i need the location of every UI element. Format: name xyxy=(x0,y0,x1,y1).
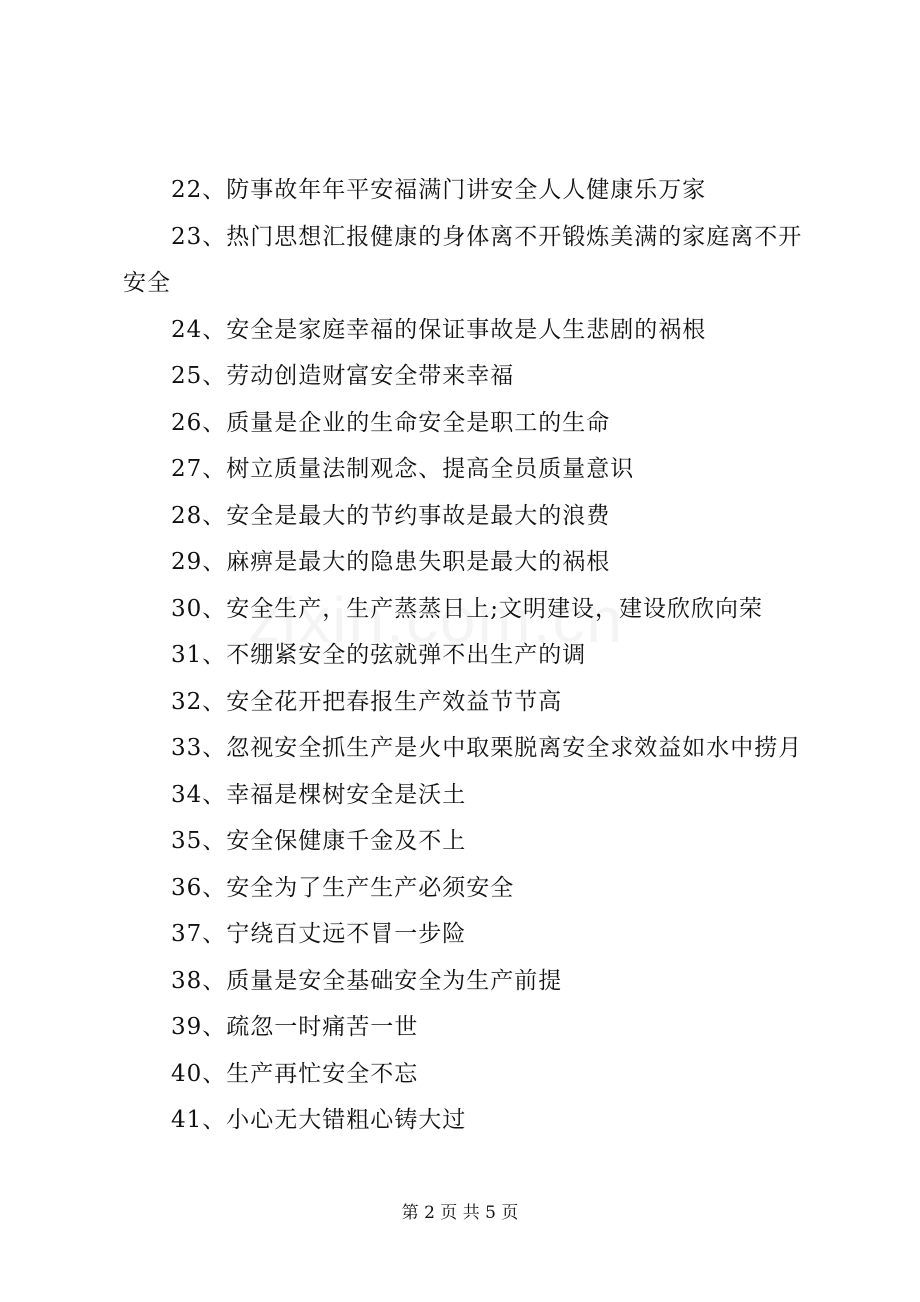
slogan-line: 39、疏忽一时痛苦一世 xyxy=(171,1014,419,1040)
slogan-line: 41、小心无大错粗心铸大过 xyxy=(171,1107,467,1133)
slogan-line: 25、劳动创造财富安全带来幸福 xyxy=(171,363,515,389)
slogan-line: 28、安全是最大的节约事故是最大的浪费 xyxy=(171,502,611,529)
page-number-footer: 第 2 页 共 5 页 xyxy=(401,1203,519,1223)
slogan-line: 22、防事故年年平安福满门讲安全人人健康乐万家 xyxy=(171,177,707,203)
slogan-line-continuation: 安全 xyxy=(123,270,171,296)
slogan-line: 40、生产再忙安全不忘 xyxy=(171,1060,419,1087)
slogan-line: 24、安全是家庭幸福的保证事故是人生悲剧的祸根 xyxy=(171,316,707,343)
slogan-line: 33、忽视安全抓生产是火中取栗脱离安全求效益如水中捞月 xyxy=(171,735,803,761)
slogan-line: 37、宁绕百丈远不冒一步险 xyxy=(171,921,467,947)
slogan-line: 23、热门思想汇报健康的身体离不开锻炼美满的家庭离不开 xyxy=(171,223,803,250)
slogan-line: 35、安全保健康千金及不上 xyxy=(171,828,467,854)
slogan-line: 36、安全为了生产生产必须安全 xyxy=(171,874,515,901)
slogan-line: 27、树立质量法制观念、提高全员质量意识 xyxy=(171,456,635,482)
slogan-line: 31、不绷紧安全的弦就弹不出生产的调 xyxy=(171,642,587,668)
slogan-line: 32、安全花开把春报生产效益节节高 xyxy=(171,688,563,715)
slogan-line: 38、质量是安全基础安全为生产前提 xyxy=(171,967,563,994)
slogan-line: 30、安全生产，生产蒸蒸日上;文明建设，建设欣欣向荣 xyxy=(171,595,764,622)
slogan-line: 26、质量是企业的生命安全是职工的生命 xyxy=(171,409,611,436)
slogan-line: 34、幸福是棵树安全是沃土 xyxy=(171,781,467,808)
slogan-list xyxy=(123,167,813,1144)
slogan-line: 29、麻痹是最大的隐患失职是最大的祸根 xyxy=(171,549,611,575)
